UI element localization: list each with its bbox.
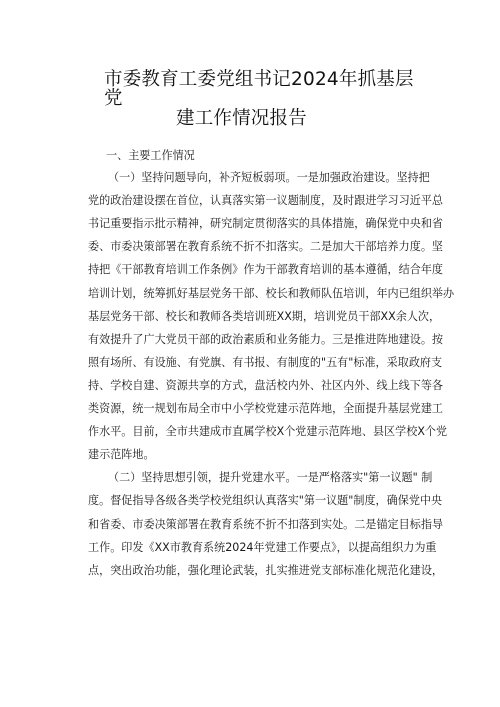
section-heading: 一、主要工作情况 [106,149,195,162]
paragraph-line: 类资源，统一规划布局全市中小学校党建示范阵地，全面提升基层党建工 [88,402,444,415]
paragraph-line: 照有场所、有设施、有党旗、有书报、有制度的"五有"标准，采取政府支 [88,355,443,369]
paragraph-line: 书记重要指示批示精神，研究制定贯彻落实的具体措施，确保党中央和省 [88,217,444,231]
document-title-line-1: 市委教育工委党组书记2024年抓基层党 [104,69,414,109]
paragraph-line: 党的政治建设摆在首位，认真落实第一议题制度，及时跟进学习习近平总 [88,194,444,208]
paragraph-line: 持把《干部教育培训工作条例》作为干部教育培训的基本遵循，结合年度 [88,263,444,277]
paragraph-line: 委、市委决策部署在教育系统不折不扣落实。二是加大干部培养力度。坚 [88,240,444,254]
paragraph-line: 培训计划，统筹抓好基层党务干部、校长和教师队伍培训，年内已组织举办 [88,286,455,300]
paragraph-line: 作水平。目前，全市共建成市直属学校X个党建示范阵地、县区学校X个党 [88,425,448,439]
paragraph-line: 有效提升了广大党员干部的政治素质和业务能力。三是推进阵地建设。按 [88,332,444,346]
paragraph-line: 和省委、市委决策部署在教育系统不折不扣落到实处。二是锚定目标指导 [88,517,444,531]
document-title-line-2: 建工作情况报告 [176,108,307,129]
paragraph-line: 基层党务干部、校长和教师各类培训班XX期，培训党员干部XX余人次， [88,309,441,323]
paragraph-line: 工作。印发《XX市教育系统2024年党建工作要点》，以提高组织力为重 [88,540,437,554]
paragraph-line: 建示范阵地。 [88,448,155,462]
paragraph-line: （二）坚持思想引领，提升党建水平。一是严格落实"第一议题" 制 [108,471,433,485]
paragraph-line: 点，突出政治功能，强化理论武装，扎实推进党支部标准化规范化建设， [88,563,444,577]
paragraph-line: 度。督促指导各级各类学校党组织认真落实"第一议题"制度，确保党中央 [88,494,443,508]
paragraph-line: （一）坚持问题导向，补齐短板弱项。一是加强政治建设。坚持把 [108,171,430,184]
paragraph-line: 持、学校自建、资源共享的方式，盘活校内外、社区内外、线上线下等各 [88,378,444,392]
